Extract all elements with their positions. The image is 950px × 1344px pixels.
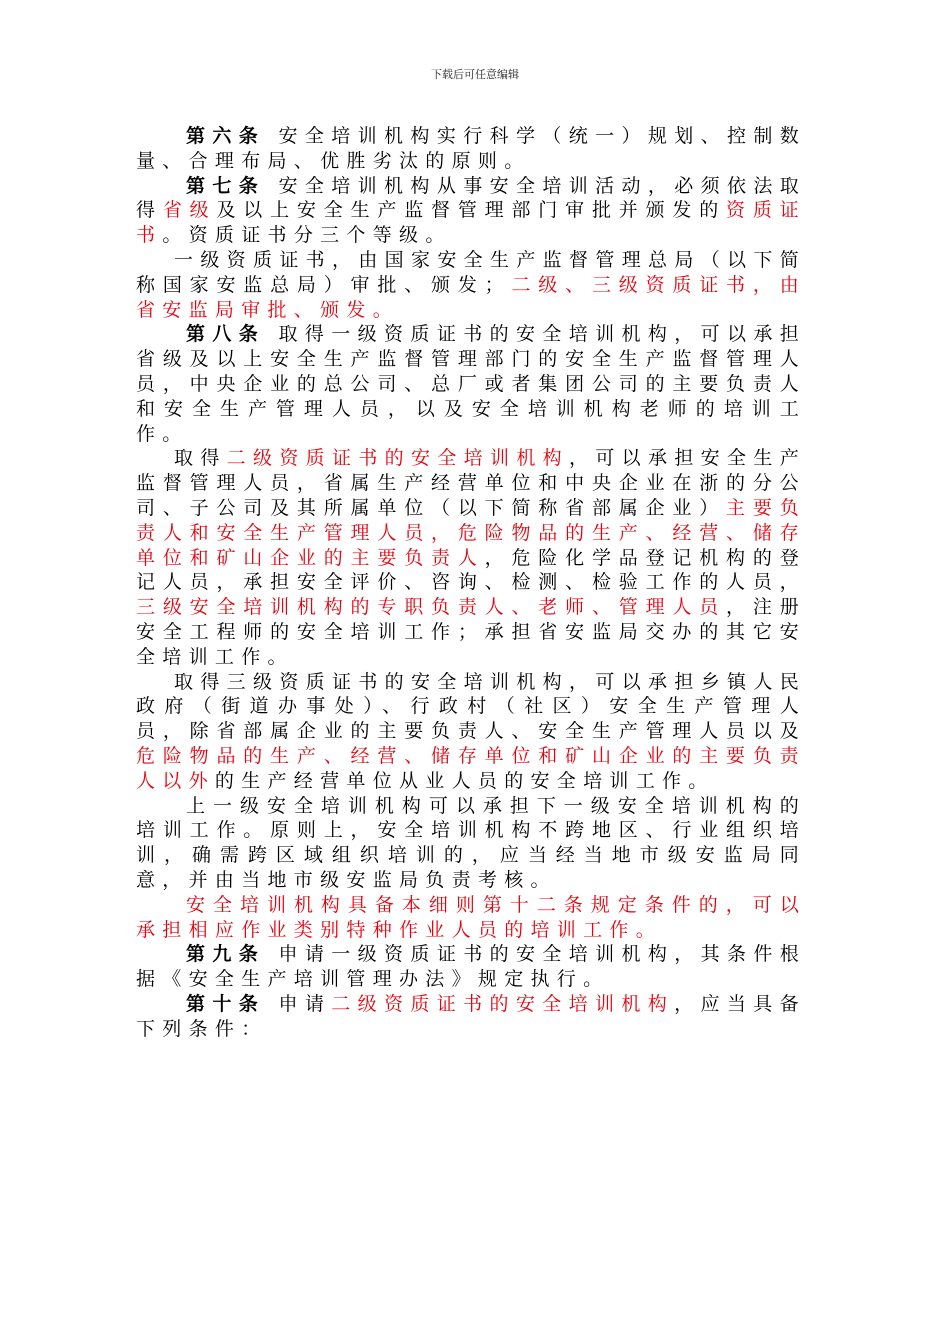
text-segment: 一级资质证书，由国家安全生产监督管理总局（以下简称国家安监总局）审批、颁发； bbox=[136, 248, 806, 296]
paragraph bbox=[136, 893, 806, 943]
article-heading: 第七条 bbox=[186, 174, 266, 197]
text-segment: 的生产经营单位从业人员的安全培训工作。 bbox=[214, 769, 715, 792]
highlighted-text: 危险物品的生产、经营、储存单位和矿山企业的主要负责人以外 bbox=[136, 744, 806, 792]
article-heading: 第六条 bbox=[186, 125, 266, 147]
text-segment: 安全培训机构实行科学（统一）规划、控制数量、合理布局、优胜劣汰的原则。 bbox=[136, 125, 807, 172]
text-segment: 申请一级资质证书的安全培训机构，其条件根据《安全生产培训管理办法》规定执行。 bbox=[136, 943, 807, 991]
text-segment: 。资质证书分三个等级。 bbox=[162, 224, 452, 247]
text-segment: 取得 bbox=[174, 447, 227, 470]
highlighted-text: 二级、三级资质证书，由省安监局审批、颁发。 bbox=[136, 273, 806, 321]
paragraph bbox=[136, 248, 806, 322]
text-segment: ，可以承担安全生产监督管理人员，省属生产经营单位和中央企业在浙的分公司、子公司及其所属单位（以下简称省部属企业） bbox=[136, 447, 806, 519]
text-segment: 取得一级资质证书的安全培训机构，可以承担省级及以上安全生产监督管理部门的安全生产监督管理人员，中央企业的总公司、总厂或者集团公司的主要负责人和安全生产管理人员，以及安全培训机构老师的培训工作。 bbox=[136, 323, 807, 445]
article-heading: 第八条 bbox=[186, 323, 266, 346]
text-segment: 及以上安全生产监督管理部门审批并颁发的 bbox=[216, 199, 727, 222]
paragraph bbox=[136, 670, 806, 794]
highlighted-text: 二级资质证书的安全培训机构 bbox=[226, 447, 570, 470]
paragraph bbox=[136, 794, 806, 893]
text-segment: 申请 bbox=[265, 992, 332, 1015]
document-body bbox=[136, 124, 806, 1041]
highlighted-text: 主要负责人和安全生产管理人员，危险物品的生产、经营、储存单位和矿山企业的主要负责人 bbox=[136, 496, 806, 569]
highlighted-text: 安全培训机构具备本细则第十二条规定条件的，可以承担相应作业类别特种作业人员的培训工作。 bbox=[136, 893, 806, 941]
paragraph bbox=[136, 992, 806, 1042]
paragraph bbox=[136, 446, 806, 669]
text-segment: 上一级安全培训机构可以承担下一级安全培训机构的培训工作。原则上，安全培训机构不跨地区、行业组织培训，确需跨区域组织培训的，应当经当地市级安监局同意，并由当地市级安监局负责考核。 bbox=[136, 794, 806, 891]
paragraph bbox=[136, 942, 806, 992]
text-segment: ，危险化学品登记机构的登记人员，承担安全评价、咨询、检测、检验工作的人员， bbox=[136, 546, 806, 594]
article-heading: 第九条 bbox=[186, 943, 266, 966]
paragraph bbox=[136, 124, 806, 174]
text-segment: 取得三级资质证书的安全培训机构，可以承担乡镇人民政府（街道办事处）、行政村（社区）安全生产管理人员，除省部属企业的主要负责人、安全生产管理人员以及 bbox=[136, 670, 806, 743]
article-heading: 第十条 bbox=[186, 992, 266, 1015]
text-segment: ，应当具备下列条件： bbox=[136, 992, 806, 1040]
highlighted-text: 三级安全培训机构的专职负责人、老师、管理人员 bbox=[136, 596, 727, 619]
highlighted-text: 资质证书 bbox=[136, 199, 806, 247]
page-header: 下载后可任意编辑 bbox=[431, 68, 519, 81]
text-segment: 安全培训机构从事安全培训活动，必须依法取得 bbox=[136, 174, 807, 222]
paragraph bbox=[136, 322, 806, 446]
paragraph bbox=[136, 174, 806, 248]
highlighted-text: 二级资质证书的安全培训机构 bbox=[331, 992, 675, 1015]
highlighted-text: 省级 bbox=[162, 199, 217, 222]
text-segment: ，注册安全工程师的安全培训工作；承担省安监局交办的其它安全培训工作。 bbox=[136, 596, 806, 668]
